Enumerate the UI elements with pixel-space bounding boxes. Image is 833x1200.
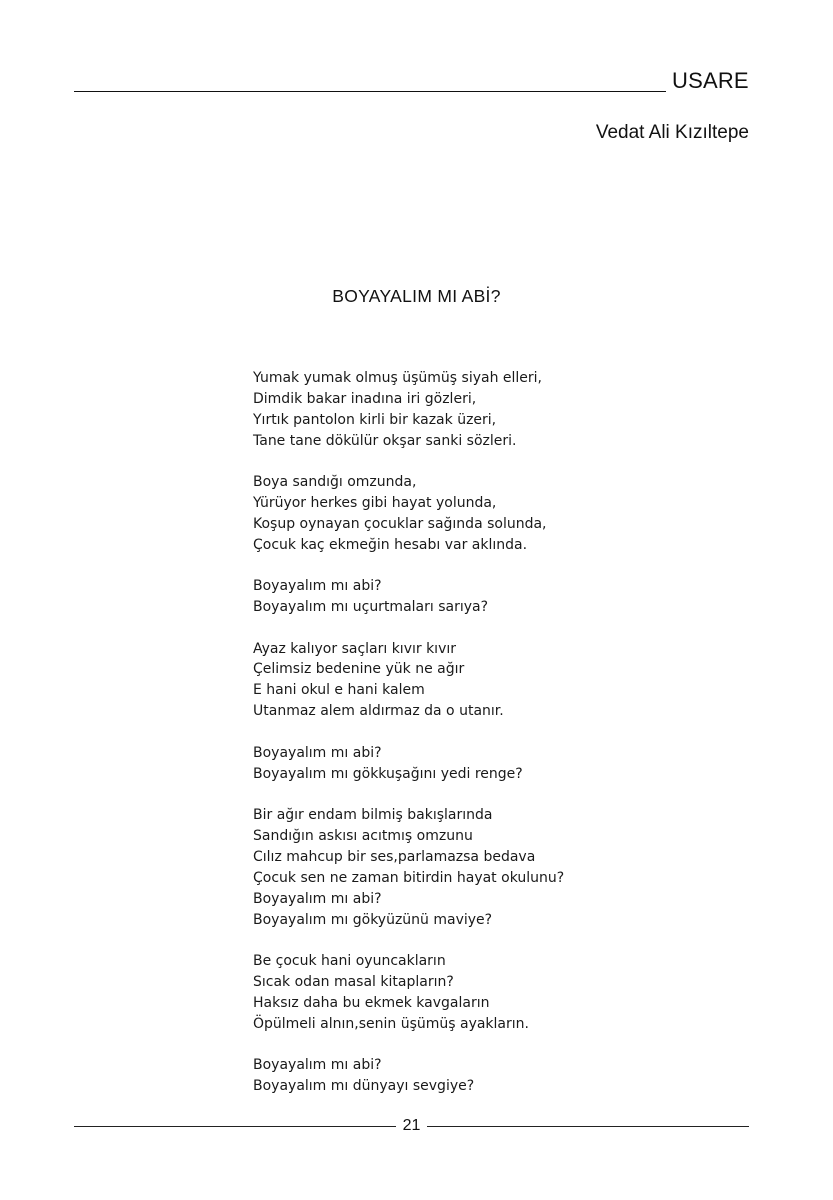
poem-line: Haksız daha bu ekmek kavgaların <box>253 994 490 1011</box>
poem-line: Tane tane dökülür okşar sanki sözleri. <box>253 432 517 449</box>
footer-rule-left <box>74 1126 396 1127</box>
poem-line: Boyayalım mı dünyayı sevgiye? <box>253 1077 475 1094</box>
poem-line: Ayaz kalıyor saçları kıvır kıvır <box>253 640 457 657</box>
stanza <box>253 951 753 1035</box>
poem-line: Cılız mahcup bir ses,parlamazsa bedava <box>253 848 536 865</box>
poem-line: Bir ağır endam bilmiş bakışlarında <box>253 807 493 823</box>
stanza <box>253 576 753 618</box>
author-name: Vedat Ali Kızıltepe <box>595 122 749 143</box>
poem-line: Sandığın askısı acıtmış omzunu <box>253 827 473 844</box>
poem-line: Be çocuk hani oyuncakların <box>253 952 446 969</box>
poem-line: Boyayalım mı abi? <box>253 744 382 761</box>
poem-line: Sıcak odan masal kitapların? <box>253 973 454 990</box>
poem-line: Boyayalım mı gökkuşağını yedi renge? <box>253 765 523 782</box>
stanza <box>253 805 753 930</box>
poem-line: Çocuk kaç ekmeğin hesabı var aklında. <box>253 536 528 553</box>
poem-line: Boyayalım mı uçurtmaları sarıya? <box>253 599 489 616</box>
poem-line: Utanmaz alem aldırmaz da o utanır. <box>253 703 504 720</box>
poem-line: Yürüyor herkes gibi hayat yolunda, <box>253 495 497 512</box>
poem-line: Yırtık pantolon kirli bir kazak üzeri, <box>253 411 497 428</box>
poem-line: Öpülmeli alnın,senin üşümüş ayakların. <box>253 1015 529 1032</box>
poem-title: BOYAYALIM MI ABİ? <box>332 286 501 306</box>
magazine-name: USARE <box>672 68 749 93</box>
poem-body <box>253 368 753 1117</box>
stanza <box>253 472 753 556</box>
poem-line: Boyayalım mı abi? <box>253 890 382 907</box>
poem-line: Dimdik bakar inadına iri gözleri, <box>253 390 477 407</box>
stanza <box>253 639 753 723</box>
stanza <box>253 368 753 452</box>
poem-line: Boya sandığı omzunda, <box>253 474 417 491</box>
poem-line: Çocuk sen ne zaman bitirdin hayat okulunu? <box>253 869 565 886</box>
poem-line: Boyayalım mı abi? <box>253 1057 382 1074</box>
page-number: 21 <box>402 1117 421 1134</box>
poem-line: Boyayalım mı abi? <box>253 578 382 595</box>
poem-line: E hani okul e hani kalem <box>253 682 425 699</box>
header-rule <box>74 91 666 92</box>
poem-line: Çelimsiz bedenine yük ne ağır <box>253 661 465 678</box>
footer-rule-right <box>427 1126 749 1127</box>
poem-line: Boyayalım mı gökyüzünü maviye? <box>253 911 493 928</box>
poem-line: Koşup oynayan çocuklar sağında solunda, <box>253 515 547 532</box>
poem-line: Yumak yumak olmuş üşümüş siyah elleri, <box>253 370 543 386</box>
stanza <box>253 1055 753 1097</box>
stanza <box>253 743 753 785</box>
